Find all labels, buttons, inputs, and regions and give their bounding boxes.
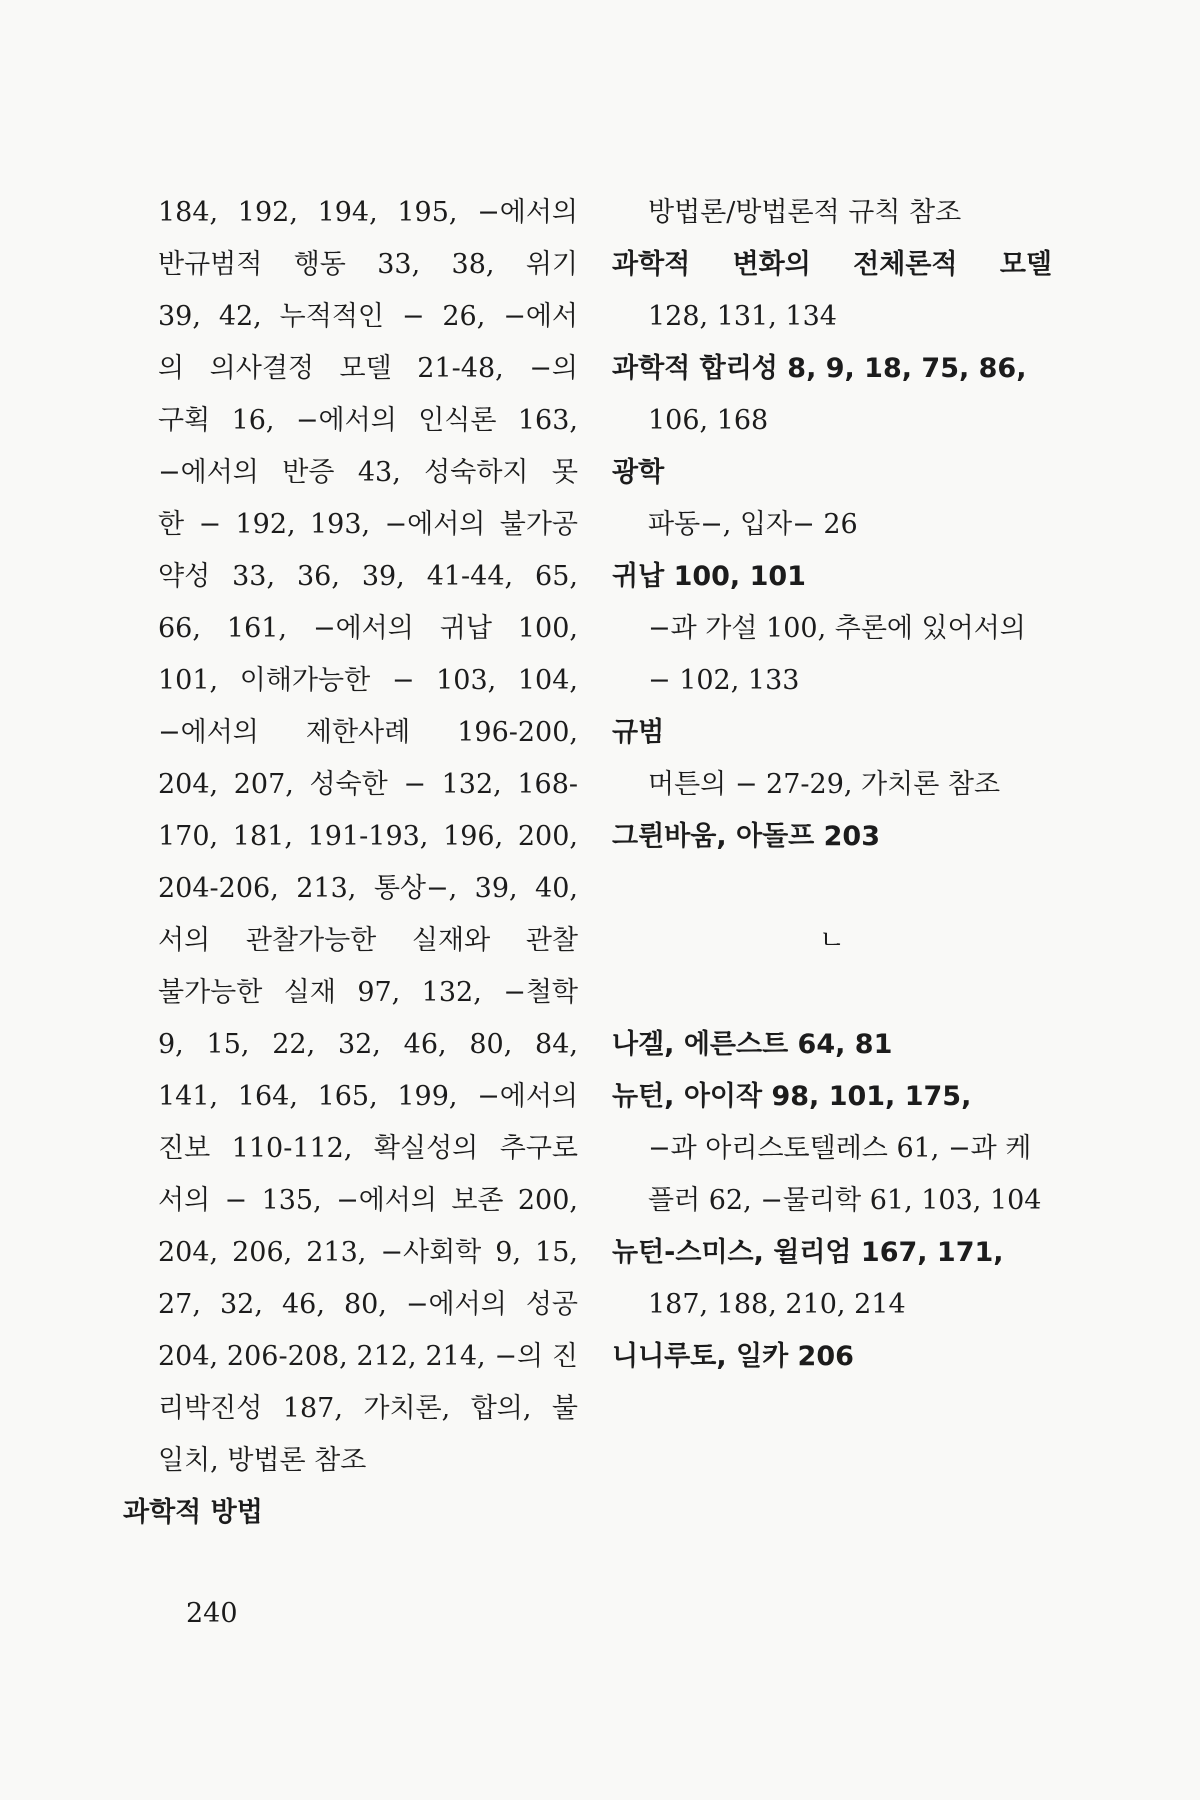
- index-line: 플러 62, −물리학 61, 103, 104: [648, 1185, 1042, 1216]
- index-heading: 나겔, 에른스트 64, 81: [612, 1029, 893, 1060]
- index-heading: 뉴턴, 아이작 98, 101, 175,: [612, 1081, 972, 1112]
- page-number: 240: [186, 1598, 238, 1629]
- index-line: 27, 32, 46, 80, −에서의 성공: [158, 1289, 578, 1320]
- index-line: 서의 관찰가능한 실재와 관찰: [158, 925, 578, 956]
- index-line: 101, 이해가능한 − 103, 104,: [158, 665, 578, 696]
- index-line: − 102, 133: [648, 665, 800, 696]
- index-heading: 과학적 방법: [123, 1497, 263, 1528]
- index-line: 일치, 방법론 참조: [158, 1445, 367, 1476]
- index-left-column: [123, 187, 578, 1539]
- index-line: 진보 110-112, 확실성의 추구로: [158, 1133, 578, 1164]
- index-line: 리박진성 187, 가치론, 합의, 불: [158, 1393, 578, 1424]
- index-heading: 과학적 변화의 전체론적 모델: [612, 249, 1052, 280]
- index-line: 불가능한 실재 97, 132, −철학: [158, 977, 578, 1008]
- index-right-column: [612, 187, 1052, 1383]
- index-line: 파동−, 입자− 26: [648, 509, 858, 540]
- index-line: 의 의사결정 모델 21-48, −의: [158, 353, 578, 384]
- index-line: 39, 42, 누적적인 − 26, −에서: [158, 301, 578, 332]
- index-line: 9, 15, 22, 32, 46, 80, 84,: [158, 1029, 578, 1060]
- index-line: 204, 206-208, 212, 214, −의 진: [158, 1341, 578, 1372]
- index-heading: 귀납 100, 101: [612, 561, 806, 592]
- index-line: 184, 192, 194, 195, −에서의: [158, 197, 578, 228]
- index-heading: 니니루토, 일카 206: [612, 1341, 854, 1372]
- index-line: 128, 131, 134: [648, 301, 837, 332]
- section-letter: ㄴ: [818, 925, 846, 956]
- index-line: 66, 161, −에서의 귀납 100,: [158, 613, 578, 644]
- index-line: 187, 188, 210, 214: [648, 1289, 906, 1320]
- index-line: 204, 207, 성숙한 − 132, 168-: [158, 769, 578, 800]
- index-line: −과 가설 100, 추론에 있어서의: [648, 613, 1026, 644]
- index-line: 구획 16, −에서의 인식론 163,: [158, 405, 578, 436]
- index-heading: 뉴턴-스미스, 윌리엄 167, 171,: [612, 1237, 1004, 1268]
- index-line: 방법론/방법론적 규칙 참조: [648, 197, 962, 228]
- index-line: −에서의 반증 43, 성숙하지 못: [158, 457, 578, 488]
- index-line: −에서의 제한사례 196-200,: [158, 717, 578, 748]
- blank-line: [612, 863, 1052, 915]
- index-line: 141, 164, 165, 199, −에서의: [158, 1081, 578, 1112]
- index-line: 반규범적 행동 33, 38, 위기: [158, 249, 578, 280]
- index-line: 약성 33, 36, 39, 41-44, 65,: [158, 561, 578, 592]
- index-line: 한 − 192, 193, −에서의 불가공: [158, 509, 578, 540]
- index-line: 204, 206, 213, −사회학 9, 15,: [158, 1237, 578, 1268]
- index-line: 204-206, 213, 통상−, 39, 40,: [158, 873, 578, 904]
- index-line: 서의 − 135, −에서의 보존 200,: [158, 1185, 578, 1216]
- index-heading: 광학: [612, 457, 665, 488]
- index-line: 170, 181, 191-193, 196, 200,: [158, 821, 578, 852]
- blank-line: [612, 967, 1052, 1019]
- index-line: 106, 168: [648, 405, 769, 436]
- index-line: 머튼의 − 27-29, 가치론 참조: [648, 769, 1001, 800]
- index-heading: 그륀바움, 아돌프 203: [612, 821, 880, 852]
- index-heading: 규범: [612, 717, 665, 748]
- index-heading: 과학적 합리성 8, 9, 18, 75, 86,: [612, 353, 1027, 384]
- index-line: −과 아리스토텔레스 61, −과 케: [648, 1133, 1032, 1164]
